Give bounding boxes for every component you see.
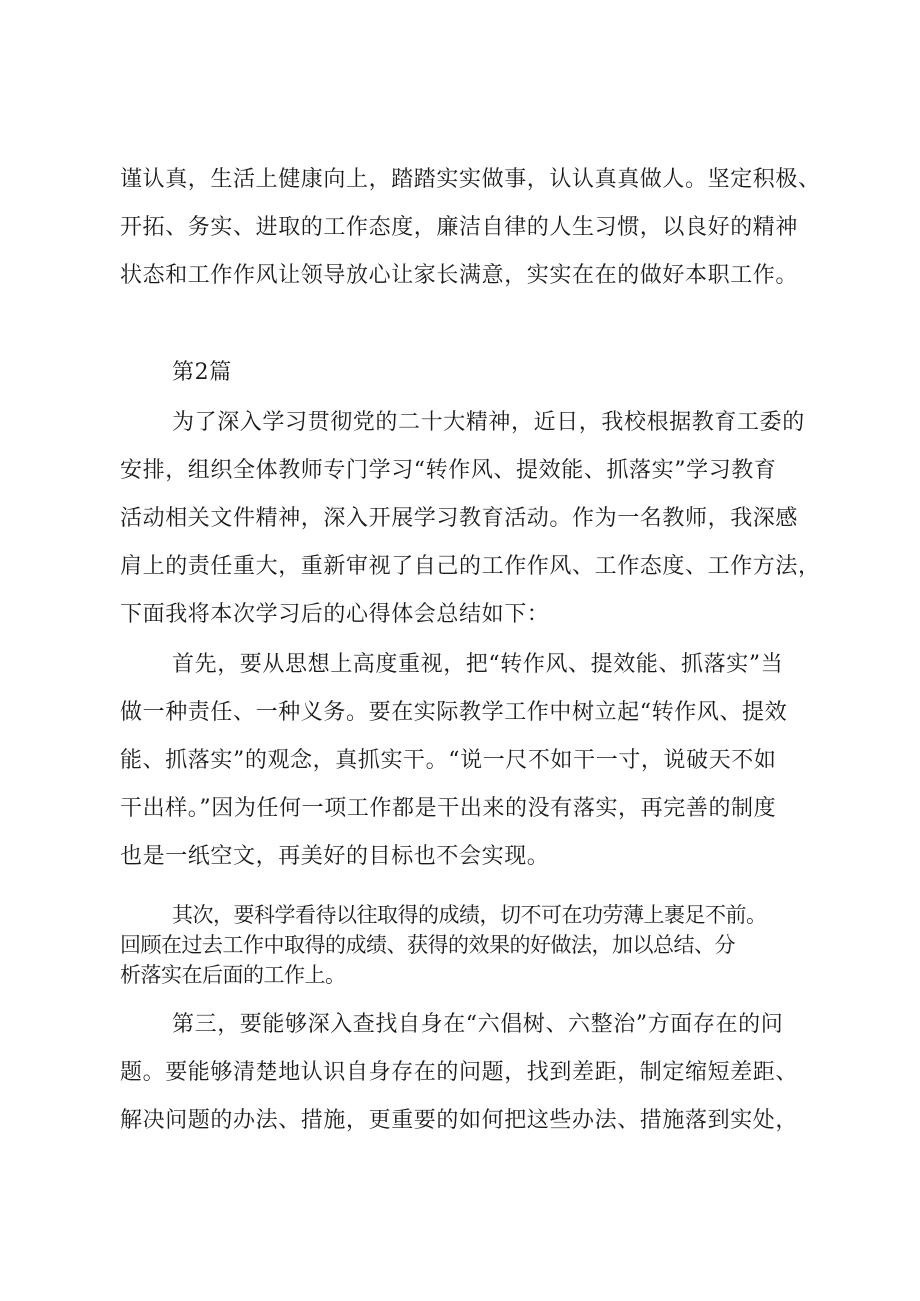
paragraph-5-line-1: 第三，要能够深入查找自身在“六倡树、六整治”方面存在的问 xyxy=(172,1012,784,1037)
paragraph-3-line-2: 做一种责任、一种义务。要在实际教学工作中树立起“转作风、提效 xyxy=(120,700,788,725)
paragraph-4-line-2: 回顾在过去工作中取得的成绩、获得的效果的好做法，加以总结、分 xyxy=(120,933,735,957)
paragraph-5-line-3: 解决问题的办法、措施，更重要的如何把这些办法、措施落到实处， xyxy=(120,1108,799,1133)
paragraph-4-line-1: 其次，要科学看待以往取得的成绩，切不可在功劳薄上裹足不前。 xyxy=(172,903,767,927)
paragraph-1-line-3: 状态和工作作风让领导放心让家长满意，实实在在的做好本职工作。 xyxy=(120,263,799,288)
section-title: 第2篇 xyxy=(172,360,232,385)
paragraph-5-line-2: 题。要能够清楚地认识自身存在的问题，找到差距，制定缩短差距、 xyxy=(120,1060,799,1085)
paragraph-2-line-5: 下面我将本次学习后的心得体会总结如下： xyxy=(120,602,550,627)
paragraph-2-line-4: 肩上的责任重大，重新审视了自己的工作作风、工作态度、工作方法， xyxy=(120,554,821,579)
paragraph-2-line-1: 为了深入学习贯彻党的二十大精神，近日，我校根据教育工委的 xyxy=(172,410,805,435)
paragraph-4-line-3: 析落实在后面的工作上。 xyxy=(120,963,346,987)
paragraph-3-line-1: 首先，要从思想上高度重视，把“转作风、提效能、抓落实”当 xyxy=(172,652,784,677)
paragraph-1-line-1: 谨认真，生活上健康向上，踏踏实实做事，认认真真做人。坚定积极、 xyxy=(120,167,821,192)
paragraph-2-line-3: 活动相关文件精神，深入开展学习教育活动。作为一名教师，我深感 xyxy=(120,506,799,531)
paragraph-3-line-4: 干出样。”因为任何一项工作都是干出来的没有落实，再完善的制度 xyxy=(120,796,777,821)
paragraph-3-line-5: 也是一纸空文，再美好的目标也不会实现。 xyxy=(120,844,550,869)
paragraph-3-line-3: 能、抓落实”的观念，真抓实干。“说一尺不如干一寸，说破天不如 xyxy=(120,748,777,773)
paragraph-1-line-2: 开拓、务实、进取的工作态度，廉洁自律的人生习惯，以良好的精神 xyxy=(120,215,799,240)
paragraph-2-line-2: 安排，组织全体教师专门学习“转作风、提效能、抓落实”学习教育 xyxy=(120,458,777,483)
